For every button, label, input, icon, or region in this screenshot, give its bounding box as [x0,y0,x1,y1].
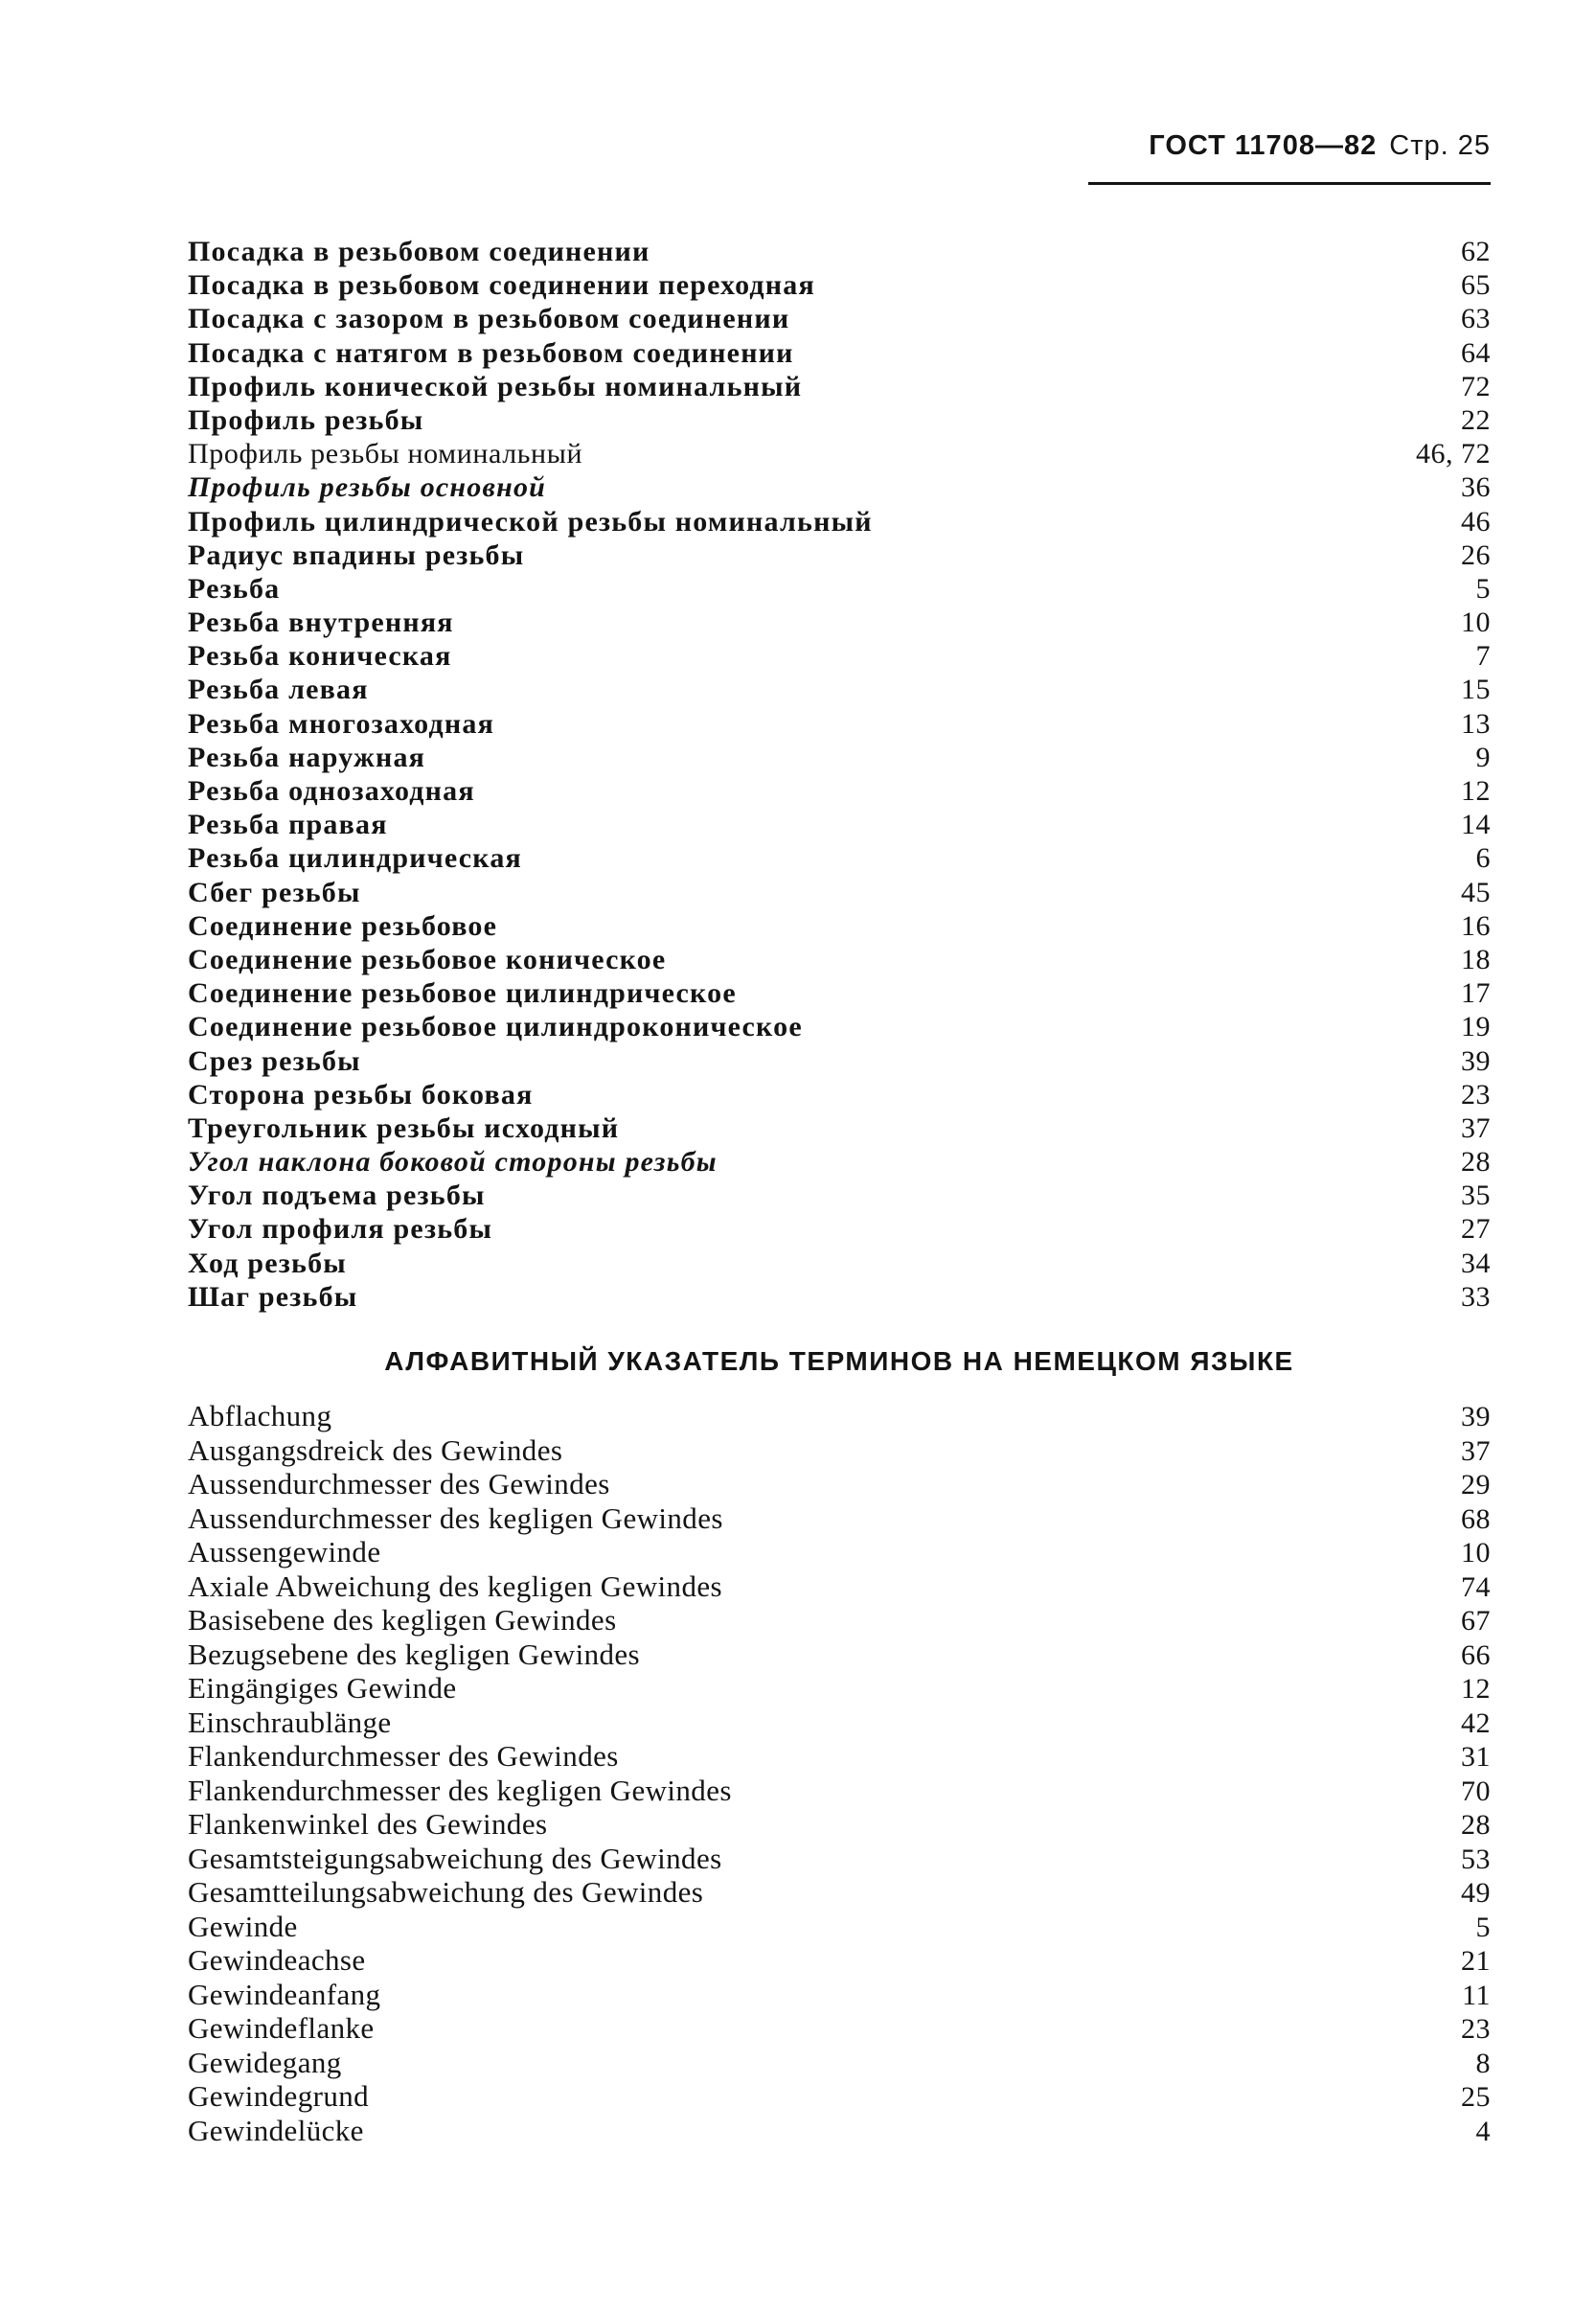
index-term: Aussendurchmesser des Gewindes [188,1467,610,1500]
index-term: Gesamtsteigungsabweichung des Gewindes [188,1841,722,1875]
index-page-number: 5 [1475,1911,1491,1943]
index-term: Срез резьбы [188,1044,361,1077]
index-page-number: 29 [1461,1469,1491,1500]
index-term: Резьба [188,572,281,605]
index-page-number: 70 [1461,1775,1491,1807]
german-index-entry [188,1603,1491,1637]
russian-index-entry [188,572,1491,606]
index-page-number: 68 [1461,1502,1491,1535]
index-term: Соединение резьбовое цилиндроконическое [188,1011,803,1043]
index-term: Профиль резьбы [188,403,424,436]
german-index-heading: АЛФАВИТНЫЙ УКАЗАТЕЛЬ ТЕРМИНОВ НА НЕМЕЦКОМ ЯЗЫКЕ [384,1346,1294,1376]
index-page-number: 23 [1461,1078,1491,1111]
index-page-number: 26 [1461,538,1491,571]
index-page-number: 22 [1461,403,1491,436]
russian-index-entry [188,268,1491,302]
index-term: Угол наклона боковой стороны резьбы [188,1146,718,1179]
index-term: Соединение резьбовое цилиндрическое [188,977,737,1010]
german-term-index [188,1399,1491,2147]
index-term: Ход резьбы [188,1247,347,1279]
russian-index-entry [188,1111,1491,1145]
index-page-number: 45 [1461,876,1491,908]
german-index-entry [188,1807,1491,1842]
index-page-number: 7 [1475,640,1491,673]
index-page-number: 28 [1461,1809,1491,1841]
index-term: Треугольник резьбы исходный [188,1111,620,1144]
german-index-entry [188,1706,1491,1740]
index-page-number: 34 [1461,1247,1491,1279]
german-index-entry [188,2114,1491,2148]
german-index-entry [188,1875,1491,1910]
index-term: Соединение резьбовое [188,909,498,942]
index-page-number: 63 [1461,303,1491,335]
russian-term-index [188,235,1491,1314]
index-term: Резьба цилиндрическая [188,842,522,875]
index-term: Шаг резьбы [188,1280,358,1313]
index-term: Сбег резьбы [188,876,361,908]
index-page-number: 39 [1461,1044,1491,1077]
german-index-entry [188,1569,1491,1604]
german-index-entry [188,1433,1491,1468]
russian-index-entry [188,437,1491,470]
index-term: Посадка в резьбовом соединении [188,236,650,267]
index-term: Посадка с зазором в резьбовом соединении [188,303,790,335]
german-index-entry [188,1774,1491,1808]
index-term: Gesamtteilungsabweichung des Gewindes [188,1875,704,1909]
index-term: Профиль конической резьбы номинальный [188,370,803,402]
index-term: Резьба коническая [188,640,452,673]
index-term: Gewindegrund [188,2079,370,2113]
german-index-entry [188,1739,1491,1774]
russian-index-entry [188,1044,1491,1078]
german-index-entry [188,1399,1491,1433]
russian-index-entry [188,1179,1491,1212]
german-index-entry [188,2079,1491,2114]
index-page-number: 31 [1461,1741,1491,1773]
index-page-number: 62 [1461,236,1491,267]
index-page-number: 16 [1461,909,1491,942]
index-page-number: 17 [1461,977,1491,1010]
index-term: Посадка с натягом в резьбовом соединении [188,336,794,369]
index-page-number: 46 [1461,505,1491,538]
index-term: Basisebene des kegligen Gewindes [188,1603,617,1637]
russian-index-entry [188,841,1491,875]
index-page-number: 74 [1461,1570,1491,1603]
german-index-entry [188,1535,1491,1569]
header-rule [1088,182,1491,185]
russian-index-entry [188,403,1491,437]
russian-index-entry [188,1145,1491,1179]
german-index-entry [188,1501,1491,1536]
index-term: Flankendurchmesser des Gewindes [188,1739,619,1773]
index-page-number: 10 [1461,1537,1491,1569]
index-term: Сторона резьбы боковая [188,1078,534,1111]
index-term: Радиус впадины резьбы [188,538,525,571]
index-page-number: 18 [1461,943,1491,975]
index-page-number: 33 [1461,1280,1491,1313]
russian-index-entry [188,673,1491,706]
index-term: Gewindeachse [188,1943,366,1977]
russian-index-entry [188,505,1491,538]
index-page-number: 35 [1461,1179,1491,1212]
index-term: Соединение резьбовое коническое [188,943,667,975]
index-term: Профиль цилиндрической резьбы номинальный [188,505,873,538]
index-term: Резьба правая [188,809,388,841]
russian-index-entry [188,470,1491,504]
index-term: Резьба наружная [188,741,426,773]
index-term: Ausgangsdreick des Gewindes [188,1432,563,1467]
german-index-entry [188,1943,1491,1978]
russian-index-entry [188,302,1491,335]
russian-index-entry [188,1078,1491,1111]
index-page-number: 64 [1461,336,1491,369]
index-term: Профиль резьбы основной [188,471,547,504]
index-page-number: 13 [1461,707,1491,740]
index-term: Резьба однозаходная [188,775,475,807]
russian-index-entry [188,606,1491,639]
index-page-number: 49 [1461,1877,1491,1909]
index-term: Aussendurchmesser des kegligen Gewindes [188,1500,723,1535]
russian-index-entry [188,235,1491,268]
index-page-number: 28 [1461,1146,1491,1179]
german-index-entry [188,2011,1491,2046]
russian-index-entry [188,976,1491,1010]
index-page-number: 14 [1461,809,1491,841]
index-page-number: 11 [1462,1979,1491,2011]
index-term: Угол подъема резьбы [188,1179,486,1212]
index-page-number: 39 [1461,1401,1491,1432]
index-term: Gewidegang [188,2045,342,2079]
index-term: Abflachung [188,1399,332,1432]
index-page-number: 66 [1461,1638,1491,1671]
german-index-entry [188,1842,1491,1876]
index-term: Gewindeanfang [188,1977,381,2011]
index-page-number: 19 [1461,1011,1491,1043]
index-page-number: 46, 72 [1416,438,1491,470]
index-page-number: 53 [1461,1843,1491,1875]
russian-index-entry [188,943,1491,976]
russian-index-entry [188,808,1491,841]
german-index-entry [188,1637,1491,1672]
russian-index-entry [188,370,1491,403]
index-page-number: 12 [1461,1673,1491,1705]
russian-index-entry [188,707,1491,741]
index-page-number: 67 [1461,1605,1491,1637]
index-term: Профиль резьбы номинальный [188,438,583,470]
russian-index-entry [188,909,1491,943]
index-term: Flankenwinkel des Gewindes [188,1807,548,1841]
index-term: Посадка в резьбовом соединении переходная [188,269,815,302]
russian-index-entry [188,639,1491,673]
index-page-number: 5 [1475,572,1491,605]
russian-index-entry [188,336,1491,370]
index-page-number: 27 [1461,1213,1491,1246]
russian-index-entry [188,1212,1491,1246]
index-term: Угол профиля резьбы [188,1213,493,1246]
german-index-entry [188,2046,1491,2080]
index-page-number: 42 [1461,1706,1491,1739]
index-term: Axiale Abweichung des kegligen Gewindes [188,1569,722,1603]
index-term: Aussengewinde [188,1535,381,1569]
russian-index-entry [188,538,1491,572]
index-page-number: 23 [1461,2013,1491,2045]
index-term: Gewindelücke [188,2113,364,2147]
index-term: Резьба внутренняя [188,607,454,639]
german-index-entry [188,1910,1491,1944]
russian-index-entry [188,1247,1491,1280]
index-page-number: 8 [1475,2047,1491,2079]
index-page-number: 37 [1461,1111,1491,1144]
page-header [1149,130,1491,162]
index-page-number: 10 [1461,607,1491,639]
index-page-number: 37 [1461,1434,1491,1467]
german-index-entry [188,1671,1491,1706]
russian-index-entry [188,741,1491,774]
index-page-number: 65 [1461,269,1491,302]
index-page-number: 36 [1461,471,1491,504]
russian-index-entry [188,876,1491,909]
index-term: Einschraublänge [188,1705,392,1739]
russian-index-entry [188,1280,1491,1314]
index-page-number: 9 [1475,741,1491,773]
index-term: Flankendurchmesser des kegligen Gewindes [188,1773,732,1807]
page-number: Стр. 25 [1389,130,1491,161]
index-page-number: 4 [1475,2115,1491,2147]
standard-number: ГОСТ 11708—82 [1149,130,1378,161]
index-page-number: 72 [1461,370,1491,402]
index-term: Резьба левая [188,674,369,706]
german-index-entry [188,1467,1491,1501]
russian-index-entry [188,1010,1491,1043]
index-term: Gewinde [188,1909,298,1943]
russian-index-entry [188,774,1491,808]
german-index-entry [188,1978,1491,2012]
index-page-number: 15 [1461,674,1491,706]
index-term: Gewindeflanke [188,2011,375,2045]
index-page-number: 6 [1475,842,1491,875]
index-page-number: 25 [1461,2081,1491,2113]
index-term: Eingängiges Gewinde [188,1671,457,1705]
index-page-number: 12 [1461,775,1491,807]
index-term: Резьба многозаходная [188,707,495,740]
index-page-number: 21 [1461,1945,1491,1977]
index-term: Bezugsebene des kegligen Gewindes [188,1637,641,1671]
